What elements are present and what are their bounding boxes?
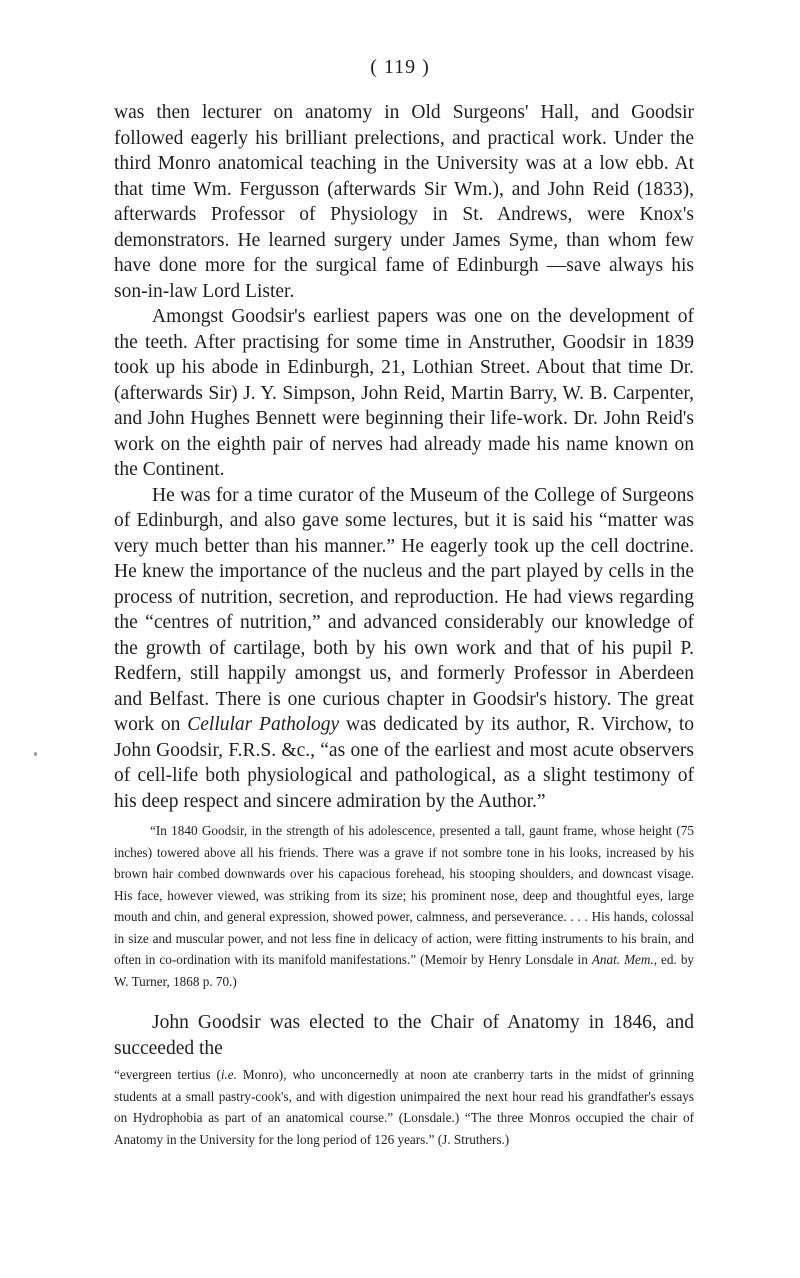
page-speck bbox=[34, 752, 37, 756]
monro-quote bbox=[114, 1064, 694, 1150]
paragraph-2: Amongst Goodsir's earliest papers was one on the development of the teeth. After practising for some time in Anstruther, Goodsir in 1839 took up his abode in Edinburgh, 21, Lothian Street. About that time Dr. (afterwards Sir) J. Y. Simpson, John Reid, Martin Barry, W. B. Carpenter, and John Hughes Bennett were beginning their life-work. Dr. John Reid's work on the eighth pair of nerves had already made his name known on the Continent. bbox=[114, 306, 694, 480]
quote-1-source-rest: , ed. by W. Turner, 1868 p. 70.) bbox=[114, 952, 695, 989]
quote-2-italic: i.e. bbox=[220, 1067, 237, 1082]
lonsdale-quote-text bbox=[114, 820, 694, 992]
quote-1-source-title: Anat. Mem. bbox=[591, 952, 654, 967]
quote-1-body: “In 1840 Goodsir, in the strength of his adolescence, presented a tall, gaunt frame, whose height (75 inches) towered above all his friends. There was a grave if not sombre tone in his looks, increased by his brown hair combed downwards over his capacious forehead, his stooping shoulders, and downcast visage. His face, however viewed, was striking from its size; his prominent nose, deep and thoughtful eyes, large mouth and chin, and general expression, showed power, calmness, and perseverance. . . . His hands, colossal in size and muscular power, and not less fine in delicacy of action, were fitting instruments to his brain, and often in co-ordination with its manifold manifestations.” (Memoir by Henry Lonsdale in bbox=[114, 823, 694, 967]
page-number: ( 119 ) bbox=[370, 56, 430, 78]
main-text bbox=[114, 100, 694, 814]
paragraph-3-text-a: He was for a time curator of the Museum of the College of Surgeons of Edinburgh, and also gave some lectures, but it is said his “matter was very much better than his manner.” He eagerly took up the cell doctrine. He knew the importance of the nucleus and the part played by cells in the process of nutrition, secretion, and reproduction. He had views regarding the “centres of nutrition,” and advanced considerably our knowledge of the growth of cartilage, both by his own work and that of his pupil P. Redfern, still happily amongst us, and formerly Professor in Aberdeen and Belfast. There is one curious chapter in Goodsir's history. The great work on bbox=[114, 484, 694, 735]
monro-quote-text bbox=[114, 1064, 694, 1150]
appointment-text: John Goodsir was elected to the Chair of Anatomy in 1846, and succeeded the bbox=[114, 1012, 694, 1059]
paragraph-1: was then lecturer on anatomy in Old Surgeons' Hall, and Goodsir followed eagerly his brilliant prelections, and practical work. Under the third Monro anatomical teaching in the University was at a low ebb. At that time Wm. Fergusson (afterwards Sir Wm.), and John Reid (1833), afterwards Professor of Physiology in St. Andrews, were Knox's demonstrators. He learned surgery under James Syme, than whom few have done more for the surgical fame of Edinburgh —save always his son-in-law Lord Lister. bbox=[114, 102, 694, 302]
quote-2-end: Monro), who unconcernedly at noon ate cranberry tarts in the midst of grinning students at a small pastry-cook's, and with digestion unimpaired the next hour read his grandfather's essays on Hydrophobia as part of an anatomical course.” (Lonsdale.) “The three Monros occupied the chair of Anatomy in the University for the long period of 126 years.” (J. Struthers.) bbox=[114, 1067, 694, 1147]
lonsdale-quote bbox=[114, 820, 694, 992]
paragraph-3-text-b: was dedicated by its author, R. Virchow, to John Goodsir, F.R.S. &c., “as one of the earliest and most acute observers of cell-life both physiological and pathological, as a slight testimony of his deep respect and sincere admiration by the Author.” bbox=[114, 714, 695, 812]
paragraph-3 bbox=[114, 483, 694, 815]
quote-2-start: “evergreen tertius ( bbox=[114, 1067, 221, 1082]
cellular-pathology-title: Cellular Pathology bbox=[187, 714, 340, 735]
appointment-paragraph bbox=[114, 1010, 694, 1061]
